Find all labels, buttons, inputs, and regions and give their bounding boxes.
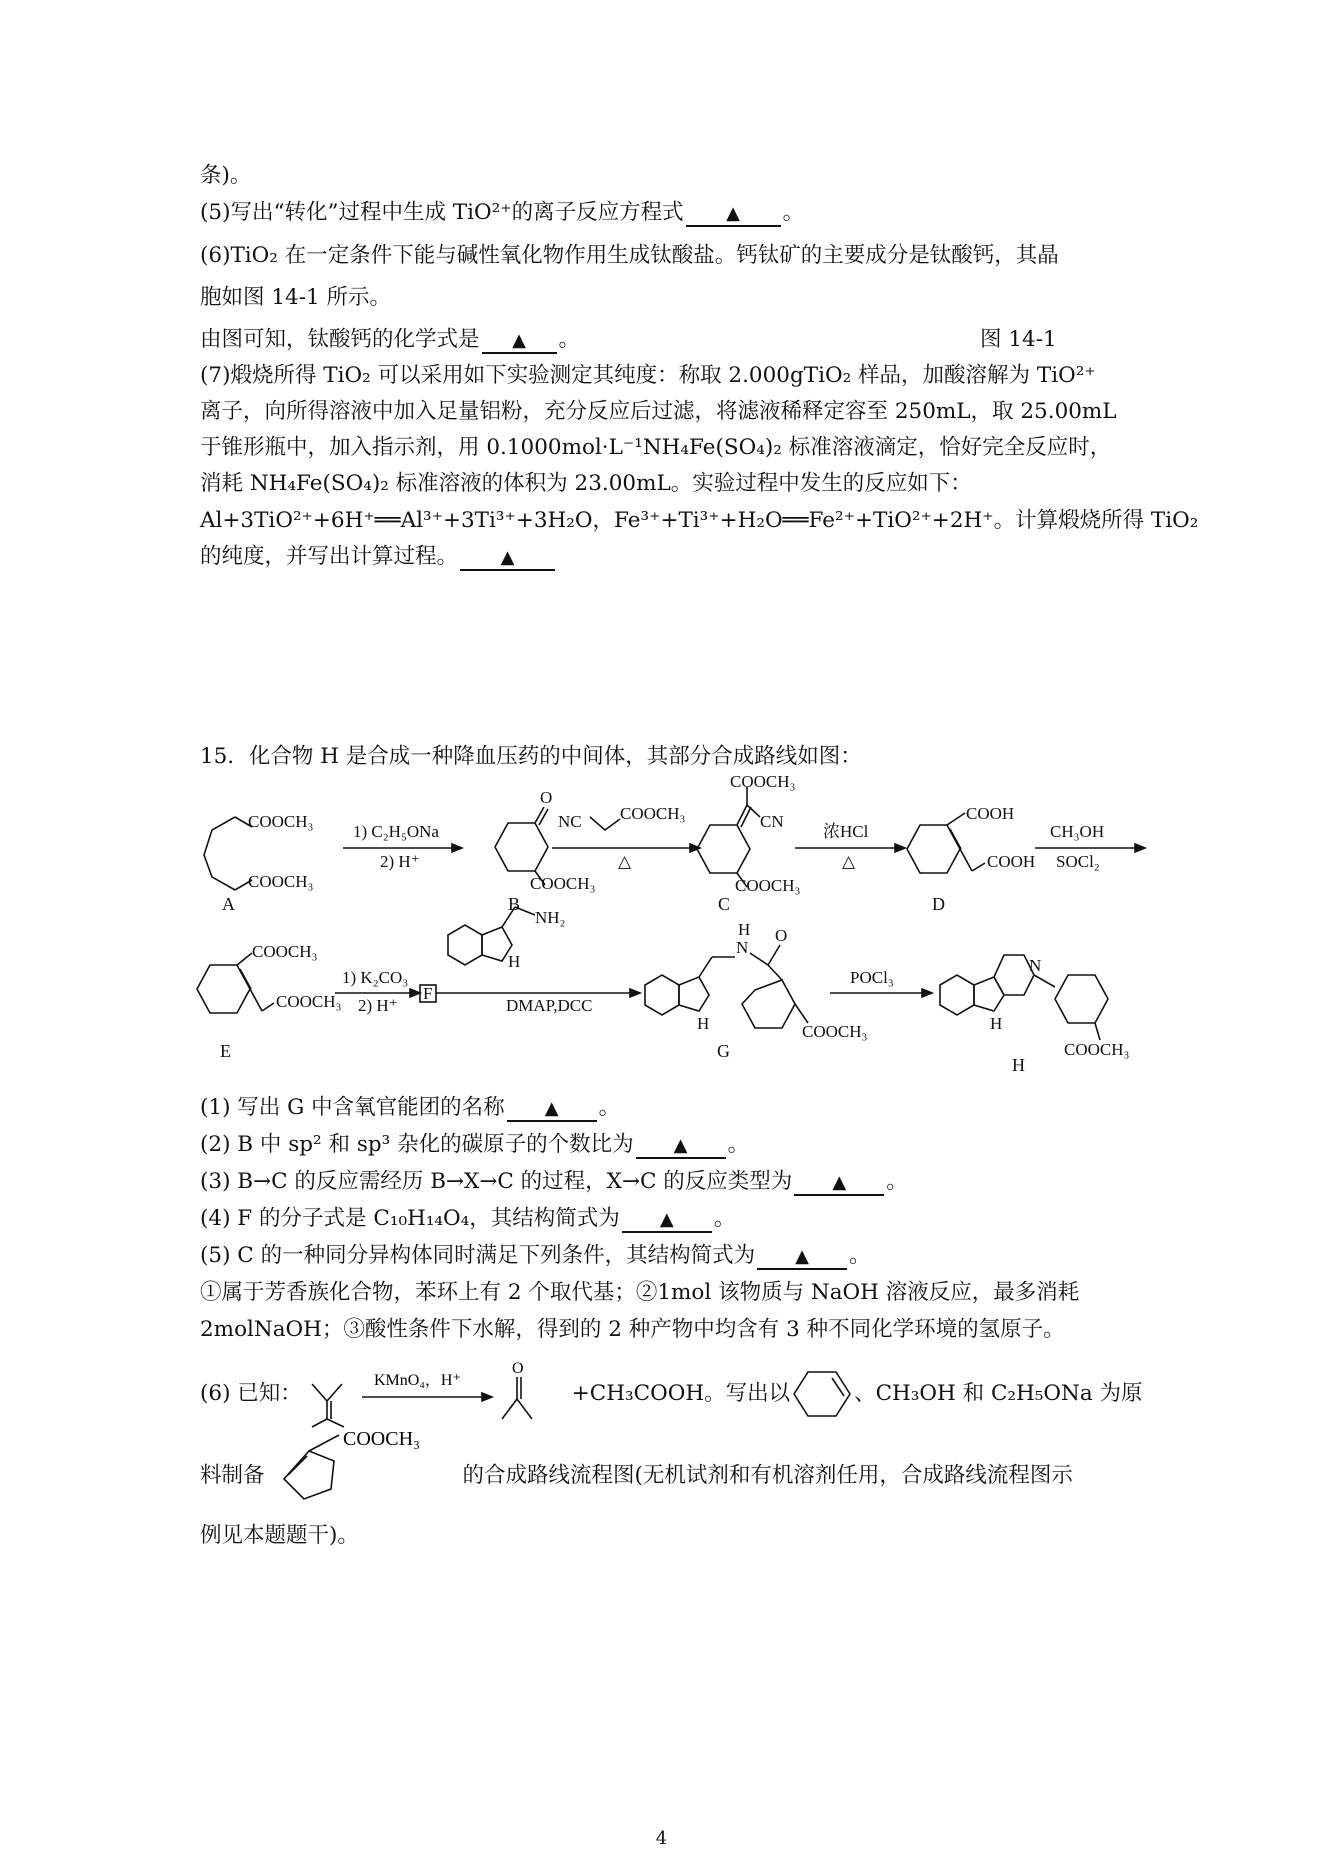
reagent-3-bottom: △ [842, 852, 856, 871]
d-acid-top: COOH [966, 804, 1015, 823]
e-ester-top: COOCH₃ [252, 942, 318, 961]
reagent-1-bottom: 2) H⁺ [380, 852, 420, 871]
compound-c-ring [697, 825, 750, 873]
q14-part7-line1: (7)煅烧所得 TiO₂ 可以采用如下实验测定其纯度：称取 2.000gTiO₂ 样品，加酸溶解为 TiO²⁺ [200, 363, 1096, 388]
h-indole-nh: H [990, 1014, 1003, 1033]
figure-caption: 图 14-1 [980, 327, 1057, 352]
answer-blank[interactable] [460, 546, 555, 571]
answer-blank[interactable] [794, 1171, 884, 1196]
q14-part7-line5: Al+3TiO²⁺+6H⁺══Al³⁺+3Ti³⁺+3H₂O，Fe³⁺+Ti³⁺+H₂O══Fe²⁺+TiO²⁺+2H⁺。计算煅烧所得 TiO₂ [200, 508, 1199, 533]
c-ester-top: COOCH₃ [730, 775, 796, 791]
g-amide-o: O [775, 926, 788, 945]
q14-part5: (5)写出“转化”过程中生成 TiO²⁺的离子反应方程式 ▲ 。 [200, 200, 805, 225]
compound-a-chain [204, 817, 235, 890]
reagent-5-top: 1) K₂CO₃ [342, 968, 409, 987]
target-product-diagram [269, 1431, 459, 1511]
q15-part6-line1: (6) 已知： KMnO₄，H⁺ O +CH₃COOH。写出以 、CH₃OH 和 C₂H₅ONa 为原 [200, 1380, 1143, 1408]
q15-part3: (3) B→C 的反应需经历 B→X→C 的过程，X→C 的反应类型为 ▲ 。 [200, 1169, 908, 1194]
label-b: B [508, 894, 521, 914]
d-acid-bottom: COOH [987, 852, 1036, 871]
q15-stem: 15．化合物 H 是合成一种降血压药的中间体，其部分合成路线如图： [200, 744, 862, 769]
reagent-3-top: 浓HCl [823, 822, 869, 841]
triangle-icon: ▲ [512, 330, 526, 351]
triangle-icon: ▲ [726, 203, 741, 224]
h-ring-n: N [1029, 956, 1042, 975]
q15-part2: (2) B 中 sp² 和 sp³ 杂化的碳原子的个数比为 ▲ 。 [200, 1132, 750, 1157]
q14-part6-line1: (6)TiO₂ 在一定条件下能与碱性氧化物作用生成钛酸盐。钙钛矿的主要成分是钛酸钙，其晶 [200, 243, 1059, 268]
known-product-o: O [511, 1360, 524, 1377]
g-ester: COOCH₃ [802, 1022, 868, 1041]
c-ester-bottom: COOCH₃ [735, 876, 801, 895]
q15-part5-cond1: ①属于芳香族化合物，苯环上有 2 个取代基；②1mol 该物质与 NaOH 溶液反应，最多消耗 [200, 1280, 1080, 1305]
q14-part7-line2: 离子，向所得溶液中加入足量铝粉，充分反应后过滤，将滤液稀释定容至 250mL，取 25.00mL [200, 399, 1117, 424]
compound-h-indole [940, 975, 974, 1015]
triangle-icon: ▲ [659, 1209, 674, 1230]
a-ester-bottom: COOCH₃ [248, 872, 314, 891]
q14-part6-line3: 由图可知，钛酸钙的化学式是 ▲ 。 [200, 327, 581, 352]
cyclohexene-diagram [792, 1366, 852, 1422]
c-nitrile: CN [760, 812, 784, 831]
answer-blank[interactable] [622, 1208, 712, 1233]
reagent-2-bottom: △ [618, 852, 632, 871]
label-a: A [222, 894, 235, 914]
e-ester-bottom: COOCH₃ [276, 992, 342, 1011]
a-ester-top: COOCH₃ [248, 812, 314, 831]
tryptamine-nh: H [508, 952, 521, 971]
reagent-2-ester: COOCH₃ [620, 804, 686, 823]
known-reaction-diagram [302, 1359, 572, 1429]
q15-part6-line3: 例见本题题干)。 [200, 1523, 359, 1548]
triangle-icon: ▲ [673, 1135, 688, 1156]
synthesis-scheme [190, 775, 1150, 1075]
triangle-icon: ▲ [832, 1172, 847, 1193]
triangle-icon: ▲ [795, 1246, 809, 1267]
q14-part7-line6: 的纯度，并写出计算过程。 ▲ [200, 543, 557, 571]
q14-part6-line2: 胞如图 14-1 所示。 [200, 285, 391, 310]
q14-part5-text: (5)写出“转化”过程中生成 TiO²⁺的离子反应方程式 [200, 200, 684, 225]
page-number: 4 [655, 1828, 668, 1849]
answer-blank[interactable] [482, 329, 557, 354]
g-amide-h: H [738, 920, 751, 939]
b-carbonyl-o: O [540, 788, 553, 807]
g-indole-nh: H [697, 1014, 710, 1033]
reagent-7-top: POCl₃ [850, 968, 894, 987]
triangle-icon: ▲ [500, 547, 515, 568]
compound-b-ring [495, 823, 548, 871]
tryptamine-nh2: NH₂ [535, 908, 566, 927]
reagent-4-bottom: SOCl₂ [1056, 852, 1100, 871]
target-ester: COOCH₃ [342, 1431, 420, 1450]
q15-part6-line2: 料制备 COOCH₃ 的合成路线流程图(无机试剂和有机溶剂任用，合成路线流程图示 [200, 1462, 1073, 1490]
label-c: C [718, 894, 731, 914]
label-g: G [717, 1041, 730, 1061]
q14-part7-line4: 消耗 NH₄Fe(SO₄)₂ 标准溶液的体积为 23.00mL。实验过程中发生的反应如下： [200, 471, 972, 496]
q15-part4: (4) F 的分子式是 C₁₀H₁₄O₄，其结构简式为 ▲ 。 [200, 1206, 736, 1231]
indole-ring [448, 925, 482, 965]
continued-text: 条)。 [200, 163, 252, 188]
answer-blank[interactable] [757, 1245, 847, 1270]
h-ester: COOCH₃ [1064, 1040, 1130, 1059]
q15-part5-cond2: 2molNaOH；③酸性条件下水解，得到的 2 种产物中均含有 3 种不同化学环境的氢原子。 [200, 1317, 1065, 1342]
reagent-6-bottom: DMAP,DCC [506, 996, 593, 1015]
triangle-icon: ▲ [544, 1098, 559, 1119]
reagent-5-bottom: 2) H⁺ [358, 996, 398, 1015]
known-reagent: KMnO₄，H⁺ [373, 1372, 461, 1389]
label-e: E [220, 1041, 231, 1061]
reagent-4-top: CH₃OH [1050, 822, 1105, 841]
reagent-2-nc: NC [558, 812, 582, 831]
q14-part7-line3: 于锥形瓶中，加入指示剂，用 0.1000mol·L⁻¹NH₄Fe(SO₄)₂ 标准溶液滴定，恰好完全反应时， [200, 435, 1112, 460]
label-d: D [932, 894, 945, 914]
q15-part1: (1) 写出 G 中含氧官能团的名称 ▲ 。 [200, 1095, 621, 1120]
reagent-1-top: 1) C₂H₅ONa [353, 822, 439, 841]
g-amide-n: N [736, 938, 749, 957]
answer-blank[interactable] [636, 1134, 726, 1159]
b-ester: COOCH₃ [530, 874, 596, 893]
q15-part5: (5) C 的一种同分异构体同时满足下列条件，其结构简式为 ▲ 。 [200, 1243, 871, 1268]
label-h: H [1012, 1055, 1025, 1075]
answer-blank[interactable] [507, 1097, 597, 1122]
compound-g-indole [645, 975, 679, 1015]
answer-blank[interactable] [686, 202, 781, 227]
label-f: F [423, 984, 433, 1003]
